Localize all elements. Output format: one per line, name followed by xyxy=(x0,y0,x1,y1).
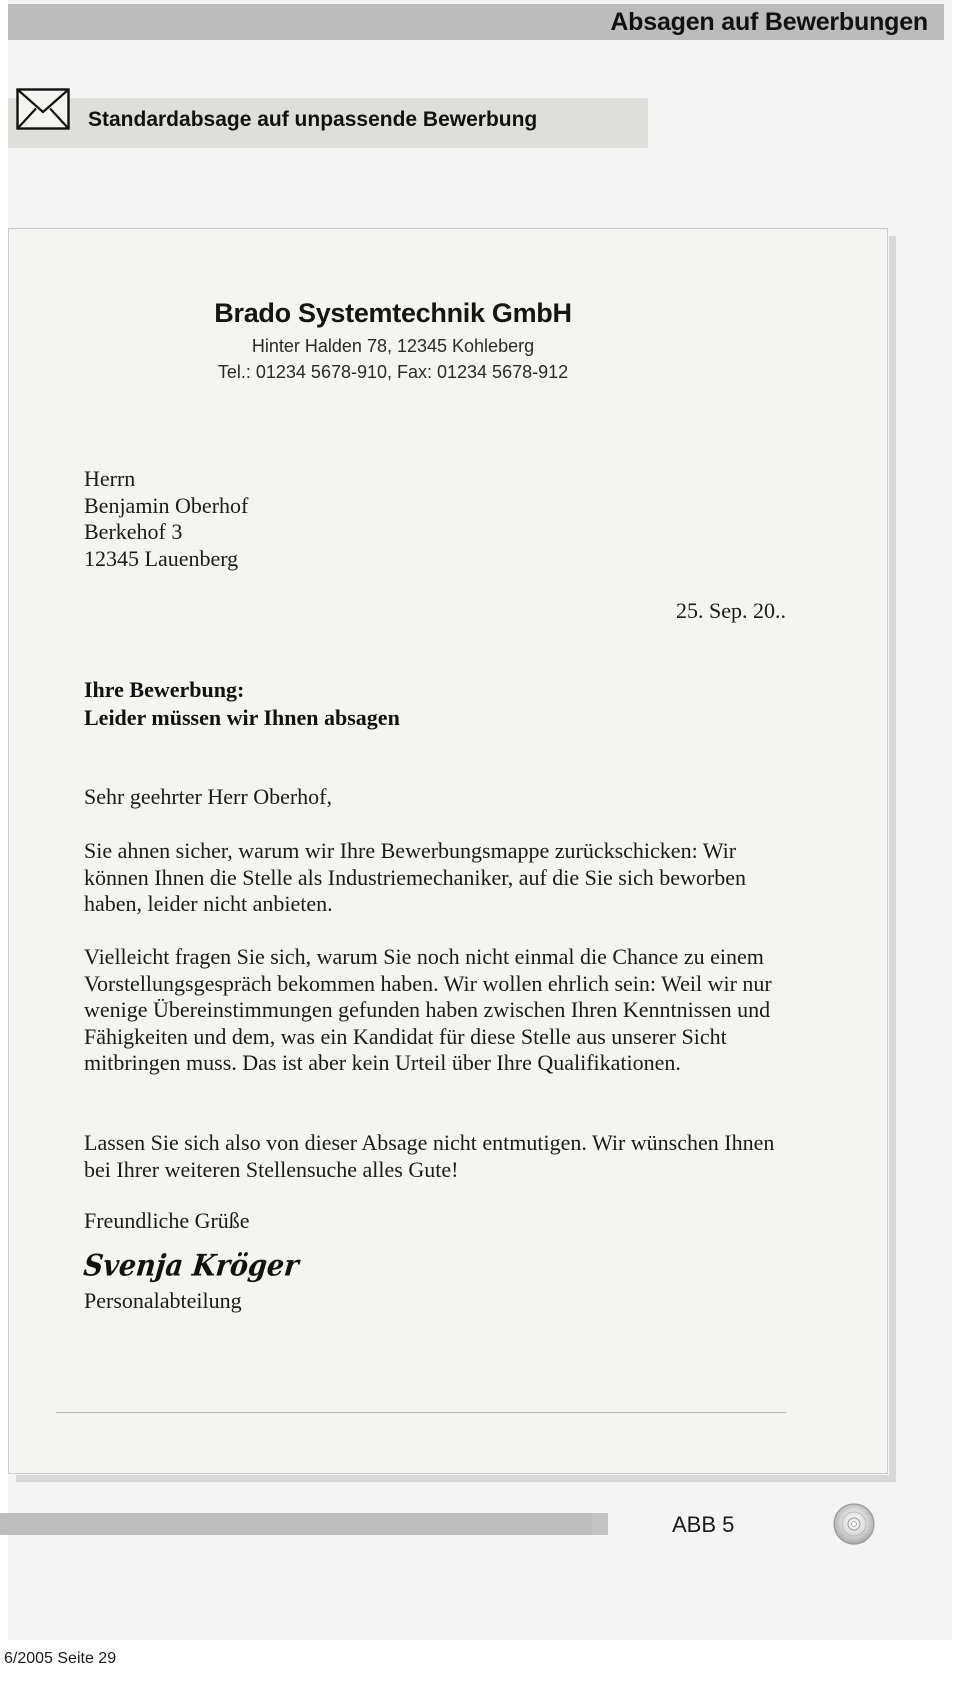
footer-bar-inner xyxy=(0,1513,592,1535)
letter-date: 25. Sep. 20.. xyxy=(676,598,786,623)
sender-role: Personalabteilung xyxy=(84,1288,242,1313)
cd-disc-icon xyxy=(832,1502,876,1546)
recipient-line-3: Berkehof 3 xyxy=(84,519,183,544)
company-name: Brado Systemtechnik GmbH xyxy=(214,298,572,328)
page-note: 6/2005 Seite 29 xyxy=(4,1650,117,1667)
subject-line-1: Ihre Bewerbung: xyxy=(84,677,245,702)
page-right-margin xyxy=(952,0,960,1689)
letter-salutation: Sehr geehrter Herr Oberhof, xyxy=(84,784,332,809)
recipient-line-2: Benjamin Oberhof xyxy=(84,492,249,518)
letter-sheet-shadow-bottom xyxy=(16,1475,896,1482)
page-bottom-margin xyxy=(0,1640,960,1689)
letter-closing: Freundliche Grüße xyxy=(84,1208,250,1233)
letter-paragraph-1: Sie ahnen sicher, warum wir Ihre Bewerbungsmappe zurückschicken: Wir können Ihnen die Stelle als Industriemechaniker, auf die Sie sich beworben haben, leider nicht anbieten. xyxy=(84,838,746,916)
running-head-bar xyxy=(8,4,944,40)
page-left-margin xyxy=(0,0,8,1689)
letterhead xyxy=(8,298,778,384)
letter-paragraph-2: Vielleicht fragen Sie sich, warum Sie noch nicht einmal die Chance zu einem Vorstellungsgespräch bekommen haben. Wir wollen ehrlich sein: Weil wir nur wenige Übereinstimmungen gefunden haben zwischen Ihren Kenntnissen und Fähigkeiten und dem, was ein Kandidat für diese Stelle aus unserer Sicht mitbringen muss. Das ist aber kein Urteil über Ihre Qualifikationen. xyxy=(84,944,772,1075)
recipient-address-block xyxy=(84,466,248,572)
subject-line-2: Leider müssen wir Ihnen absagen xyxy=(84,705,400,730)
letter-subject xyxy=(84,676,400,732)
letter-divider-rule xyxy=(56,1412,786,1413)
handwritten-signature: Svenja Kröger xyxy=(82,1248,301,1283)
letter-sheet-shadow-right xyxy=(889,236,896,1482)
company-address: Hinter Halden 78, 12345 Kohleberg xyxy=(251,335,535,356)
company-phone: Tel.: 01234 5678-910, Fax: 01234 5678-912 xyxy=(217,362,569,383)
letter-paragraph-3: Lassen Sie sich also von dieser Absage nicht entmutigen. Wir wünschen Ihnen bei Ihrer weiteren Stellensuche alles Gute! xyxy=(84,1130,775,1182)
running-head-title: Absagen auf Bewerbungen xyxy=(610,7,928,36)
recipient-line-1: Herrn xyxy=(84,466,136,491)
recipient-line-4: 12345 Lauenberg xyxy=(84,545,239,571)
envelope-icon xyxy=(16,88,70,130)
figure-label: ABB 5 xyxy=(672,1512,735,1537)
section-title: Standardabsage auf unpassende Bewerbung xyxy=(88,108,538,131)
